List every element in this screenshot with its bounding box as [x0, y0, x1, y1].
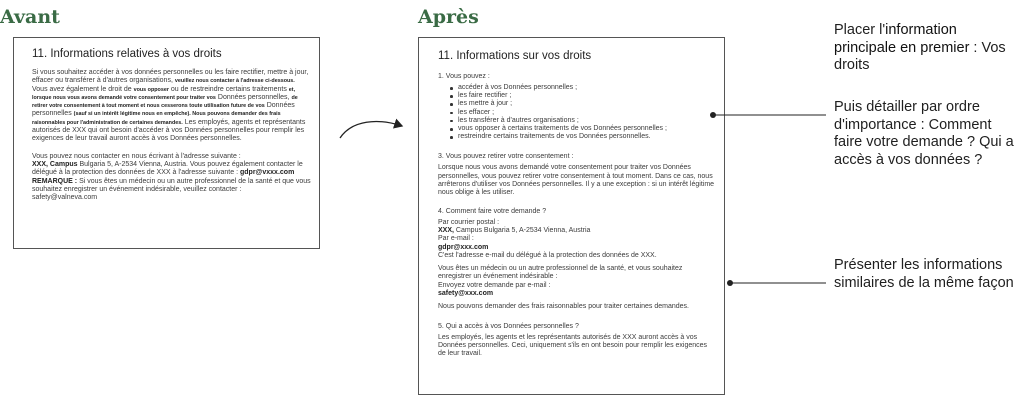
- before-p2-e: REMARQUE :: [32, 177, 78, 185]
- section-5-text: Les employés, les agents et les représentants autorisés de XXX auront accès à vos Données personnelles. Ceci, uniquement s'ils en ont besoin pour remplir les exigences de leur travail.: [438, 333, 708, 358]
- before-p1-h: de retirer votre consentement à tout moment et nous cesserons toute utilisation future de vos: [32, 94, 298, 110]
- doc-after-title: 11. Informations sur vos droits: [438, 50, 592, 62]
- doc-before-title: 11. Informations relatives à vos droits: [32, 48, 222, 60]
- list-item: restreindre certains traitements de vos Données personnelles.: [458, 133, 716, 141]
- before-p1-g: Données personnelles,: [217, 93, 290, 101]
- section-4-fees: Nous pouvons demander des frais raisonnables pour traiter certaines demandes.: [438, 303, 689, 311]
- annotation-similar: Présenter les informations similaires de la même façon: [834, 257, 1014, 291]
- list-item: les transférer à d'autres organisations ;: [458, 117, 716, 125]
- before-p1-i: Données personnelles: [32, 102, 295, 118]
- annotation-1-pre: Placer l': [834, 22, 886, 38]
- before-p2-g: safety@valneva.com: [32, 194, 98, 202]
- email-note: C'est l'adresse e-mail du délégué à la protection des données de XXX.: [438, 251, 657, 259]
- before-p2-d: gdpr@vxxx.com: [240, 169, 295, 177]
- section-3-text: Lorsque nous vous avons demandé votre consentement pour traiter vos Données personnelles, vous pouvez retirer votre consentement à tout moment. Dans ce cas, nous arrêterons d'utiliser vos Données personnelles. Il y a une exception : si un intérêt légitime nous oblige à les utiliser.: [438, 164, 715, 197]
- before-p1-e: ou de restreindre certains traitements: [170, 85, 287, 93]
- before-p1-c: Vous avez également le droit de: [32, 85, 132, 93]
- before-p1-j: (sauf si un intérêt légitime nous en empêche). Nous pouvons demander des frais raisonnables pour l'administration de certaines demandes.: [32, 111, 281, 126]
- heading-before: Avant: [0, 6, 60, 28]
- list-item: les mettre à jour ;: [458, 100, 716, 108]
- medical-text: Vous êtes un médecin ou un autre professionnel de la santé, et vous souhaitez enregistrer un événement indésirable :: [438, 265, 683, 281]
- before-p1-f: et, lorsque nous vous avons demandé votre consentement pour traiter vos: [32, 86, 296, 101]
- before-p2-b: XXX, Campus: [32, 160, 78, 168]
- before-p1-a: Si vous souhaitez accéder à vos données personnelles ou les faire rectifier, mettre à jour, effacer ou transférer à d'autres organisations,: [32, 69, 309, 85]
- list-item: accéder à vos Données personnelles ;: [458, 84, 716, 92]
- list-item: vous opposer à certains traitements de vos Données personnelles ;: [458, 125, 716, 133]
- before-p1-b: veuillez nous contacter à l'adresse ci-dessous.: [174, 78, 295, 85]
- before-p1-d: vous opposer: [133, 86, 169, 93]
- gdpr-email: gdpr@xxx.com: [438, 243, 489, 251]
- annotation-1-bold: information principale en premier: [834, 22, 970, 56]
- annotation-1-post: : Vos droits: [834, 39, 1006, 73]
- connector-dot-icon: [710, 112, 716, 118]
- before-p2-f: Si vous êtes un médecin ou un autre professionnel de la santé et que vous souhaitez enregistrer un événement indésirable, veuillez contacter :: [32, 177, 311, 193]
- heading-after: Après: [418, 6, 479, 28]
- transition-arrow-icon: [340, 122, 402, 138]
- before-p2-a: Vous pouvez nous contacter en nous écrivant à l'adresse suivante :: [32, 152, 241, 160]
- list-item: les effacer ;: [458, 109, 716, 117]
- annotation-order: Puis détailler par ordre d'importance : Comment faire votre demande ? Qui a accès à vos données ?: [834, 99, 1014, 168]
- before-p2-c: Bulgaria 5, A-2534 Vienna, Austria. Vous pouvez également contacter le délégué à la protection des données de XXX à l'adresse suivante :: [32, 160, 303, 177]
- postal-label: Par courrier postal :: [438, 218, 500, 226]
- medical-send: Envoyez votre demande par e-mail :: [438, 281, 551, 289]
- section-3-title: 3. Vous pouvez retirer votre consentement :: [438, 153, 574, 161]
- list-item: les faire rectifier ;: [458, 92, 716, 100]
- postal-company: XXX,: [438, 226, 454, 234]
- section-5-title: 5. Qui a accès à vos Données personnelles ?: [438, 322, 579, 330]
- email-label: Par e-mail :: [438, 235, 474, 243]
- section-4-title: 4. Comment faire votre demande ?: [438, 207, 547, 215]
- postal-address: Campus Bulgaria 5, A-2534 Vienna, Austria: [455, 226, 591, 234]
- connector-dot-icon: [727, 280, 733, 286]
- safety-email: safety@xxx.com: [438, 289, 494, 297]
- before-p1-k: Les employés, agents et représentants autorisés de XXX qui ont besoin d'accéder à vos Données personnelles pour remplir les exigences de leur travail auront accès à vos Données personnelles.: [32, 118, 306, 143]
- section-1-title: 1. Vous pouvez :: [438, 73, 490, 80]
